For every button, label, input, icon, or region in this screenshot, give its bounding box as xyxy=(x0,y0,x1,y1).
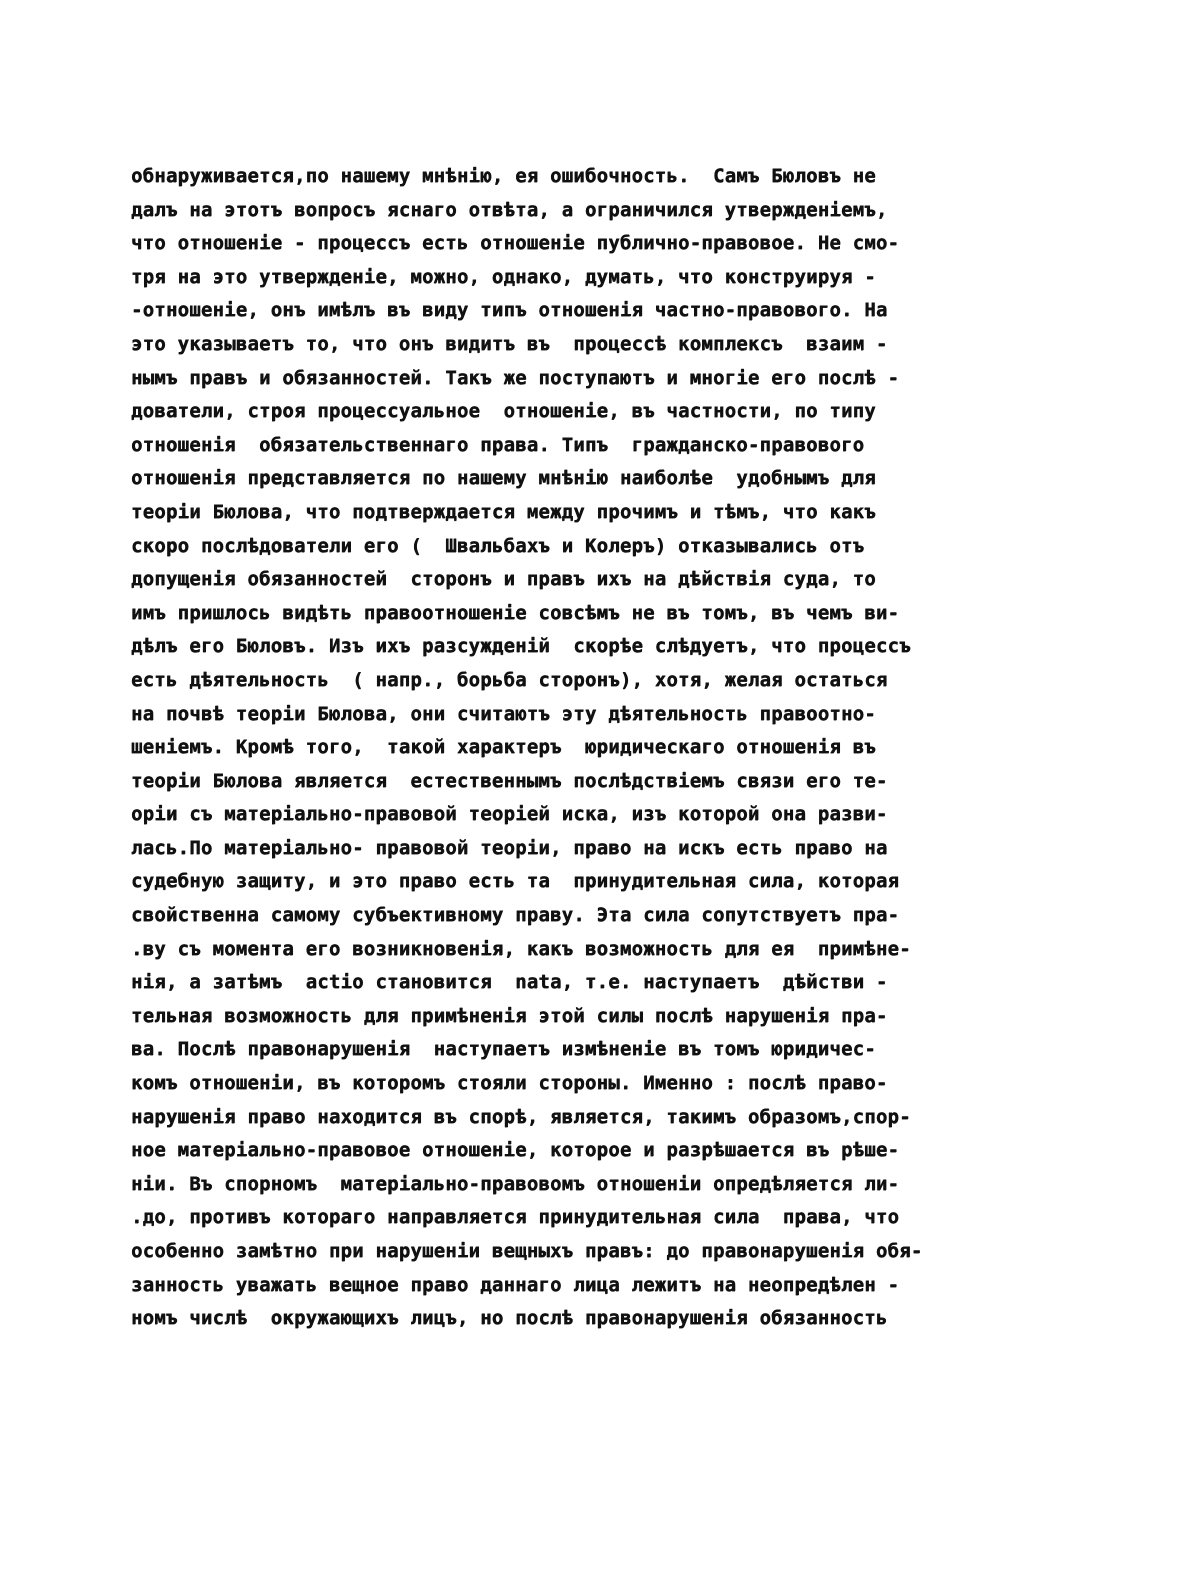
text-line: .до, противъ котораго направляется принудительная сила права, что xyxy=(131,1206,900,1229)
typescript-body xyxy=(131,160,1131,1336)
text-line: ніи. Въ спорномъ матеріально-правовомъ отношеніи опредѣляется ли- xyxy=(131,1172,900,1195)
text-line: ное матеріально-правовое отношеніе, которое и разрѣшается въ рѣше- xyxy=(131,1139,900,1162)
text-line: скоро послѣдователи его ( Швальбахъ и Колеръ) отказывались отъ xyxy=(131,534,865,557)
text-line: отношенія обязательственнаго права. Типъ гражданско-правового xyxy=(131,433,865,456)
text-line: теоріи Бюлова является естественнымъ послѣдствіемъ связи его те- xyxy=(131,769,888,792)
text-line: свойственна самому субъективному праву. Эта сила сопутствуетъ пра- xyxy=(131,904,900,927)
text-line: лась.По матеріально- правовой теоріи, право на искъ есть право на xyxy=(131,836,888,859)
text-line: шеніемъ. Кромѣ того, такой характеръ юридическаго отношенія въ xyxy=(131,736,876,759)
text-line: оріи съ матеріально-правовой теоріей иска, изъ которой она разви- xyxy=(131,803,888,826)
text-line: дѣлъ его Бюловъ. Изъ ихъ разсужденій скорѣе слѣдуетъ, что процессъ xyxy=(131,635,911,658)
text-line: нарушенія право находится въ спорѣ, является, такимъ образомъ,спор- xyxy=(131,1105,911,1128)
text-line: есть дѣятельность ( напр., борьба сторонъ), хотя, желая остаться xyxy=(131,668,888,691)
text-line: комъ отношеніи, въ которомъ стояли стороны. Именно : послѣ право- xyxy=(131,1072,888,1095)
text-line: отношенія представляется по нашему мнѣнію наиболѣе удобнымъ для xyxy=(131,467,876,490)
text-line: далъ на этотъ вопросъ яснаго отвѣта, а ограничился утвержденіемъ, xyxy=(131,198,888,221)
text-line: -отношеніе, онъ имѣлъ въ виду типъ отношенія частно-правового. На xyxy=(131,299,888,322)
text-line: обнаруживается,по нашему мнѣнію, ея ошибочность. Самъ Бюловъ не xyxy=(131,165,876,187)
text-line: тельная возможность для примѣненія этой силы послѣ нарушенія пра- xyxy=(131,1004,888,1027)
text-line: нія, а затѣмъ actio становится nata, т.е. наступаетъ дѣйстви - xyxy=(131,971,888,994)
text-line: допущенія обязанностей сторонъ и правъ ихъ на дѣйствія суда, то xyxy=(131,568,876,591)
text-line: тря на это утвержденіе, можно, однако, думать, что конструируя - xyxy=(131,265,876,288)
text-line: нымъ правъ и обязанностей. Такъ же поступаютъ и многіе его послѣ - xyxy=(131,366,900,389)
text-line: на почвѣ теоріи Бюлова, они считаютъ эту дѣятельность правоотно- xyxy=(131,702,876,725)
text-line: судебную защиту, и это право есть та принудительная сила, которая xyxy=(131,870,900,893)
text-line: ва. Послѣ правонарушенія наступаетъ измѣненіе въ томъ юридичес- xyxy=(131,1038,876,1061)
text-line: номъ числѣ окружающихъ лицъ, но послѣ правонарушенія обязанность xyxy=(131,1307,888,1330)
text-line: дователи, строя процессуальное отношеніе, въ частности, по типу xyxy=(131,400,876,423)
text-line: имъ пришлось видѣть правоотношеніе совсѣмъ не въ томъ, въ чемъ ви- xyxy=(131,601,900,624)
text-line: особенно замѣтно при нарушеніи вещныхъ правъ: до правонарушенія обя- xyxy=(131,1240,923,1262)
text-line: это указываетъ то, что онъ видитъ въ процессѣ комплексъ взаим - xyxy=(131,332,888,355)
text-line: что отношеніе - процессъ есть отношеніе публично-правовое. Не смо- xyxy=(131,232,900,255)
text-line: теоріи Бюлова, что подтверждается между прочимъ и тѣмъ, что какъ xyxy=(131,500,876,523)
text-line: .ву съ момента его возникновенія, какъ возможность для ея примѣне- xyxy=(131,937,911,960)
text-line: занность уважать вещное право даннаго лица лежитъ на неопредѣлен - xyxy=(131,1273,900,1296)
